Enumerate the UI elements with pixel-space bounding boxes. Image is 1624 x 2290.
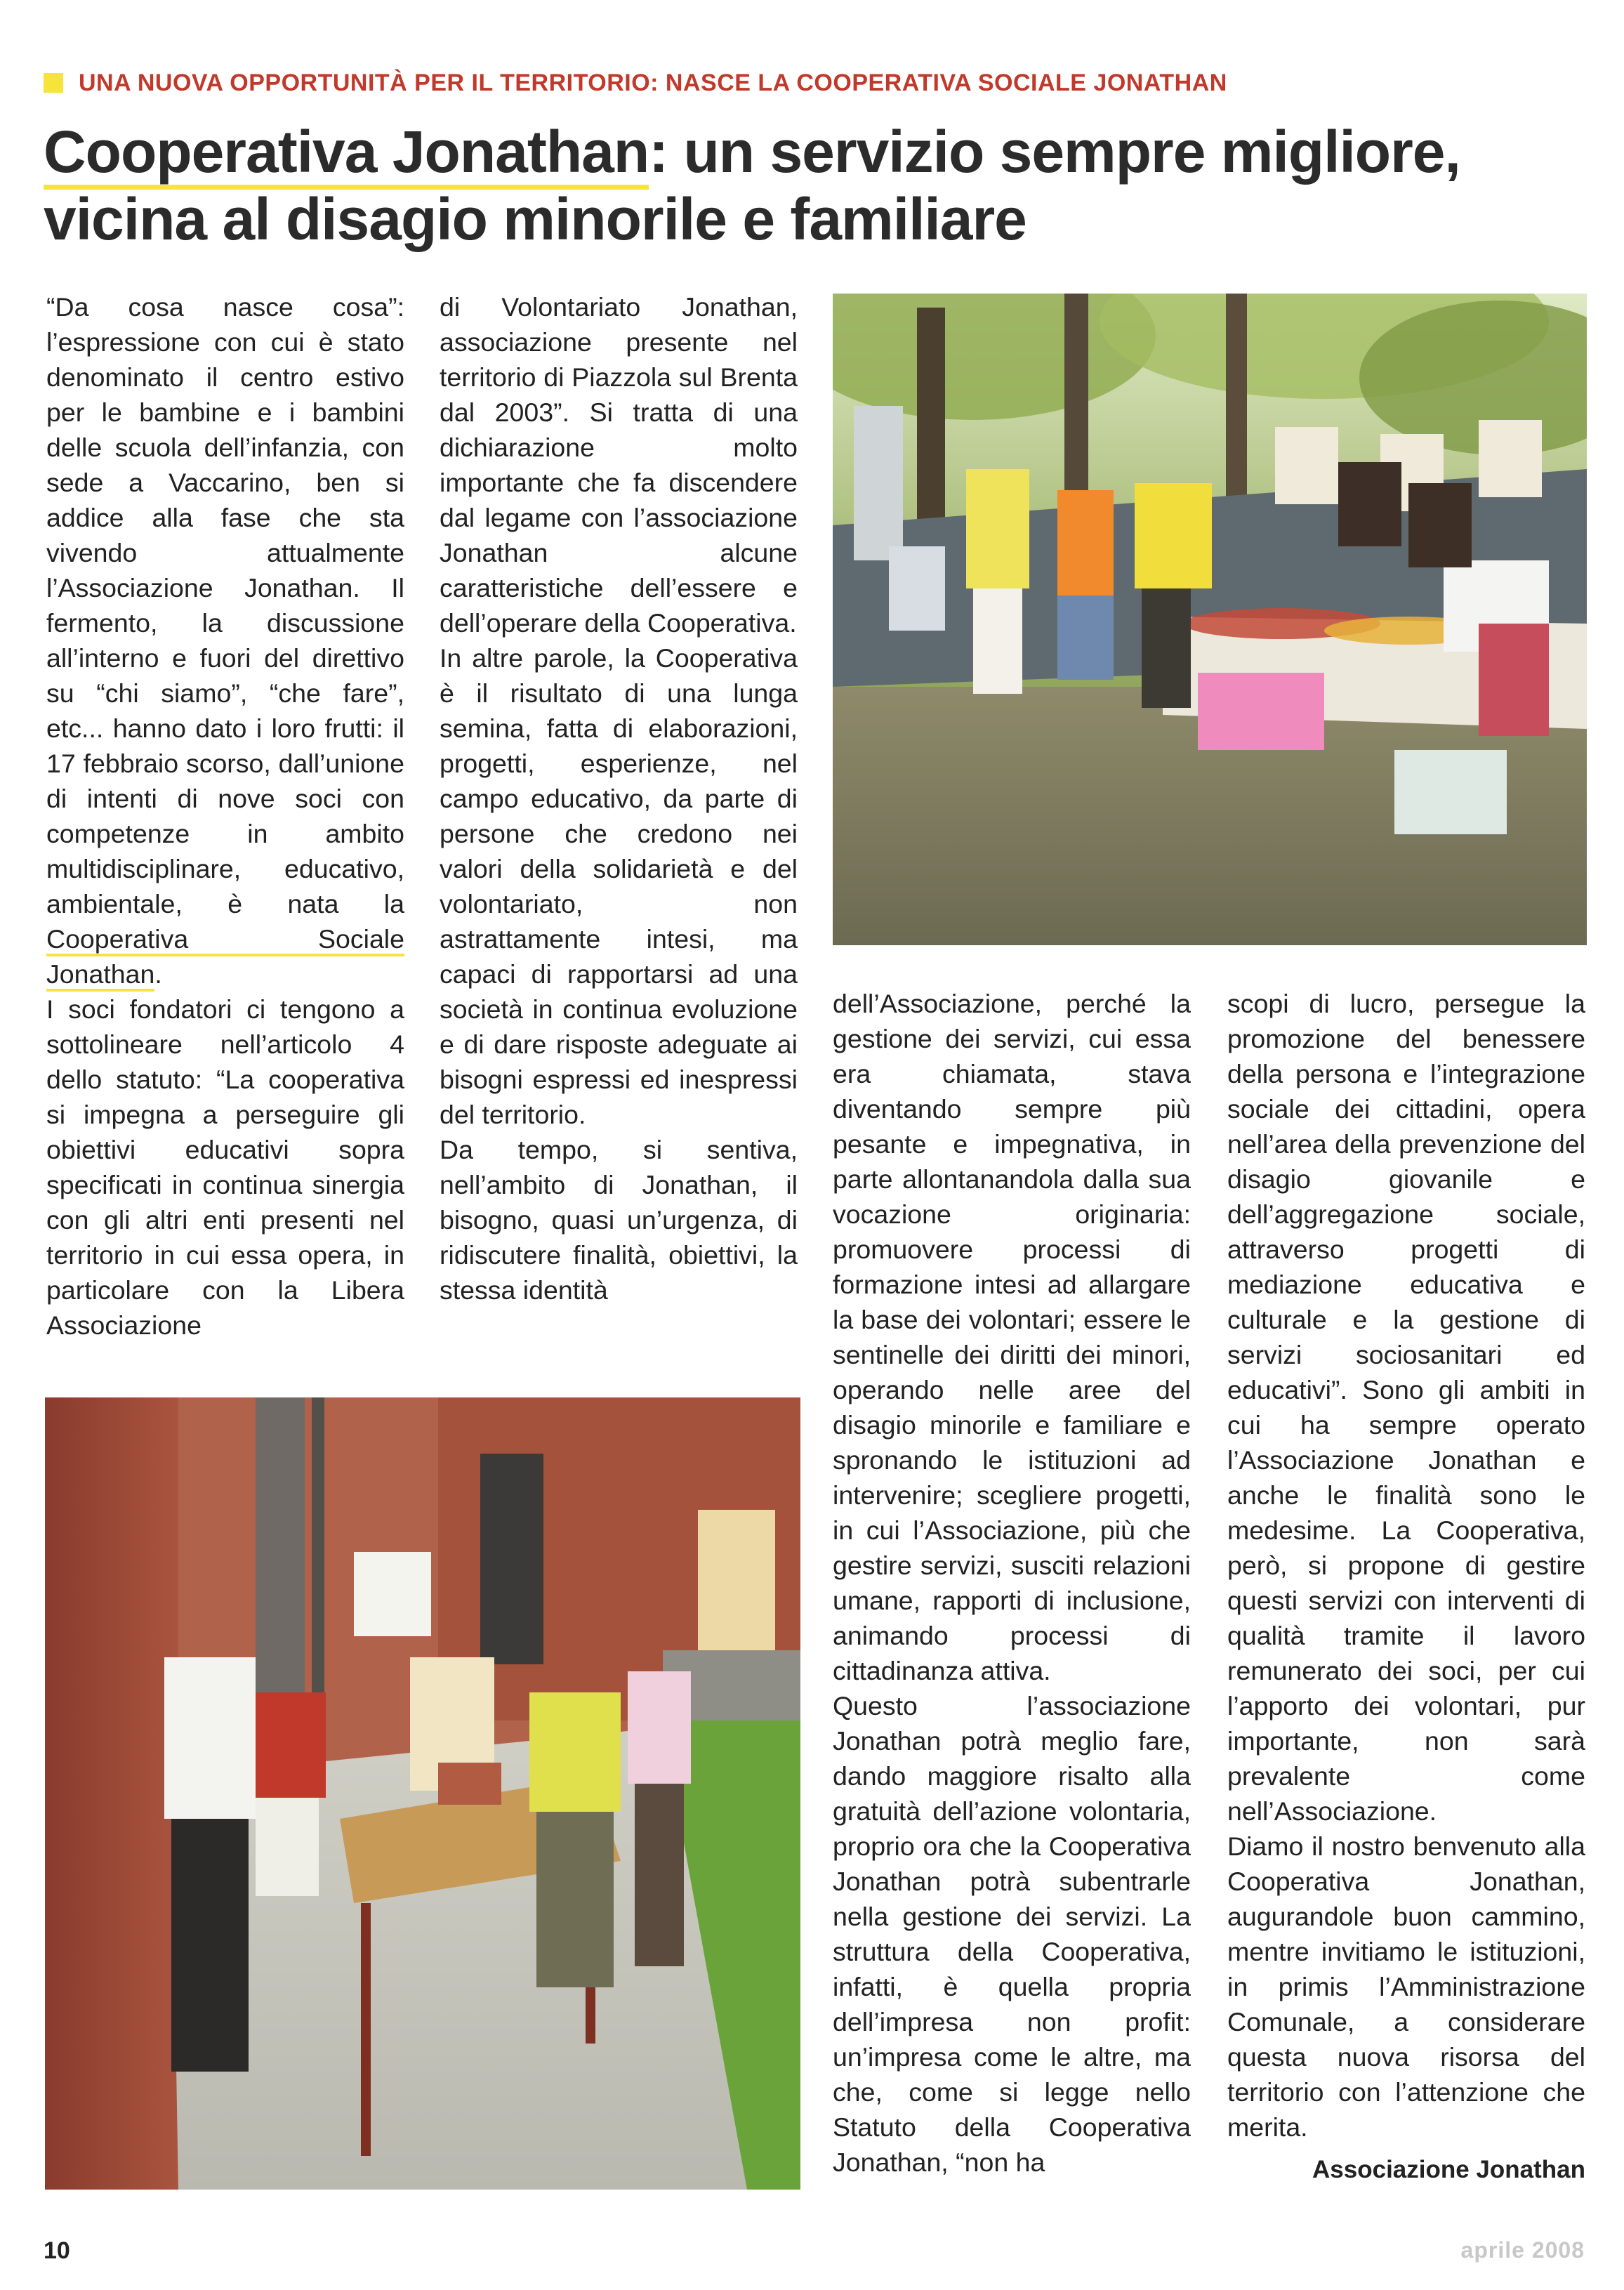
page-number: 10 xyxy=(44,2237,70,2264)
photo-illustration xyxy=(45,1397,800,2190)
article-column-1 xyxy=(46,289,404,1343)
paragraph: di Volontariato Jonathan, associazione presente nel territorio di Piazzola sul Brenta dal 2003”. Si tratta di una dichiarazione molto importante che fa discendere dal legame con l’associazione Jonathan alcune caratteristiche dell’essere e dell’operare della Cooperativa. xyxy=(440,292,798,638)
photo-outdoor-activity-table xyxy=(45,1397,800,2190)
headline-highlight: Cooperativa Jonathan xyxy=(44,119,649,190)
paragraph: Da tempo, si sentiva, nell’ambito di Jonathan, il bisogno, quasi un’urgenza, di ridiscutere finalità, obiettivi, la stessa identità xyxy=(440,1135,798,1305)
paragraph: In altre parole, la Cooperativa è il risultato di una lunga semina, fatta di elaborazioni, progetti, esperienze, nel campo educativo, da parte di persone che credono nei valori della solidarietà e del volontariato, non astrattamente intesi, ma capaci di rapportarsi ad una società in continua evoluzione e di dare risposte adeguate ai bisogni espressi ed inespressi del territorio. xyxy=(440,643,798,1129)
kicker-bullet-icon xyxy=(44,73,63,93)
paragraph: Diamo il nostro benvenuto alla Cooperativa Jonathan, augurandole buon cammino, mentre invitiamo le istituzioni, in primis l’Amministrazione Comunale, a considerare questa nuova risorsa del territorio con l’attenzione che merita. xyxy=(1227,1831,1585,2142)
article-column-4 xyxy=(1227,986,1585,2145)
paragraph: scopi di lucro, persegue la promozione del benessere della persona e l’integrazione sociale dei cittadini, opera nell’area della prevenzione del disagio giovanile e dell’aggregazione sociale, attraverso progetti di mediazione educativa e culturale e la gestione di servizi sociosanitari ed educativi”. Sono gli ambiti in cui ha sempre operato l’Associazione Jonathan e anche le finalità sono le medesime. La Cooperativa, però, si propone di gestire questi servizi con interventi di qualità tramite il lavoro remunerato dei soci, per cui l’apporto dei volontari, pur importante, non sarà prevalente come nell’Associazione. xyxy=(1227,989,1585,1826)
photo-illustration xyxy=(833,294,1587,945)
headline-line1-rest: : un servizio sempre migliore, xyxy=(649,119,1460,185)
headline-line2: vicina al disagio minorile e familiare xyxy=(44,186,1026,252)
text-run: . xyxy=(154,959,162,989)
kicker-text: UNA NUOVA OPPORTUNITÀ PER IL TERRITORIO: NASCE LA COOPERATIVA SOCIALE JONATHAN xyxy=(79,70,1227,96)
article-signature: Associazione Jonathan xyxy=(1312,2156,1585,2183)
issue-date: aprile 2008 xyxy=(1460,2237,1585,2263)
paragraph xyxy=(46,289,404,992)
text-run: “Da cosa nasce cosa”: l’espressione con cui è stato denominato il centro estivo per le bambine e i bambini delle scuola dell’infanzia, con sede a Vaccarino, ben si addice alla fase che sta vivendo attualmente l’Associazione Jonathan. Il fermento, la discussione all’interno e fuori del direttivo su “chi siamo”, “che fare”, etc... hanno dato i loro frutti: il 17 febbraio scorso, dall’unione di intenti di nove soci con competenze in ambito multidisciplinare, educativo, ambientale, è nata la xyxy=(46,292,404,919)
highlighted-name: Cooperativa Sociale Jonathan xyxy=(46,924,404,992)
photo-children-craft-table xyxy=(833,294,1587,945)
paragraph: I soci fondatori ci tengono a sottolineare nell’articolo 4 dello statuto: “La cooperativa si impegna a perseguire gli obiettivi educativi sopra specificati in continua sinergia con gli altri enti presenti nel territorio in cui essa opera, in particolare con la Libera Associazione xyxy=(46,994,404,1340)
article-headline xyxy=(44,118,1588,253)
article-column-2 xyxy=(440,289,798,1308)
article-column-3 xyxy=(833,986,1191,2180)
paragraph: Questo l’associazione Jonathan potrà meglio fare, dando maggiore risalto alla gratuità dell’azione volontaria, proprio ora che la Cooperativa Jonathan potrà subentrarle nella gestione dei servizi. La struttura della Cooperativa, infatti, è quella propria dell’impresa non profit: un’impresa come le altre, ma che, come si legge nello Statuto della Cooperativa Jonathan, “non ha xyxy=(833,1691,1191,2177)
paragraph: dell’Associazione, perché la gestione dei servizi, cui essa era chiamata, stava diventando sempre più pesante e impegnativa, in parte allontanandola dalla sua vocazione originaria: promuovere processi di formazione intesi ad allargare la base dei volontari; essere le sentinelle dei diritti dei minori, operando nelle aree del disagio minorile e familiare e spronando le istituzioni ad intervenire; scegliere progetti, in cui l’Associazione, più che gestire servizi, susciti relazioni umane, rapporti di inclusione, animando processi di cittadinanza attiva. xyxy=(833,989,1191,1685)
section-kicker xyxy=(44,67,1588,98)
